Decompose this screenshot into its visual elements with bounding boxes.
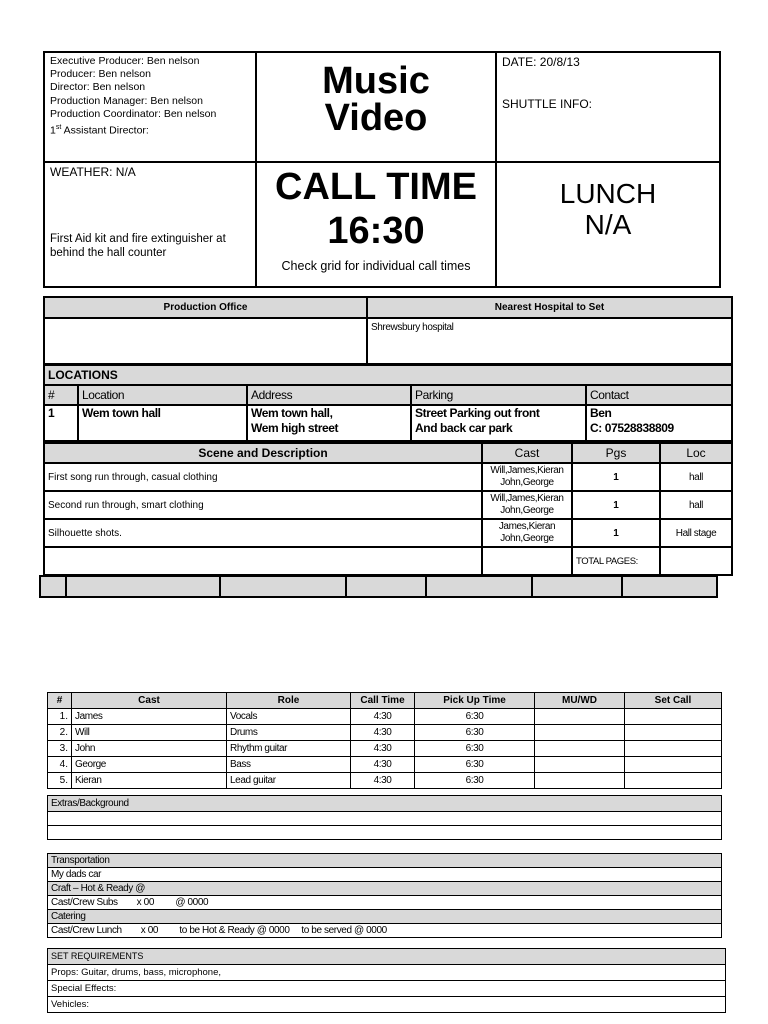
crew-list bbox=[45, 53, 257, 163]
cast-role: Lead guitar bbox=[227, 773, 351, 789]
cast-col-num: # bbox=[48, 693, 72, 709]
scene-cast-line-2: John,George bbox=[500, 477, 554, 488]
total-pages-label: TOTAL PAGES: bbox=[572, 547, 660, 575]
contact-phone: C: 07528838809 bbox=[590, 421, 674, 435]
lunch-label: LUNCH bbox=[559, 178, 657, 209]
scene-description: Second run through, smart clothing bbox=[44, 491, 482, 519]
transportation-value: My dads car bbox=[48, 868, 722, 882]
special-effects-row: Special Effects: bbox=[48, 981, 726, 997]
address-line-1: Wem town hall, bbox=[251, 406, 333, 420]
crew-producer: Producer: Ben nelson bbox=[50, 68, 151, 81]
transportation-label: Transportation bbox=[48, 854, 722, 868]
scene-row bbox=[44, 491, 732, 519]
extras-label: Extras/Background bbox=[48, 796, 722, 812]
date-text: DATE: 20/8/13 bbox=[502, 55, 580, 69]
call-time-label: CALL TIME bbox=[275, 166, 477, 208]
scene-loc: Hall stage bbox=[660, 519, 732, 547]
extras-table bbox=[47, 795, 722, 938]
nearest-hospital-value: Shrewsbury hospital bbox=[367, 318, 732, 364]
cast-name: Will bbox=[72, 725, 227, 741]
crew-executive-producer: Executive Producer: Ben nelson bbox=[50, 55, 200, 67]
cast-mu-wd bbox=[535, 709, 625, 725]
cast-col-cast: Cast bbox=[72, 693, 227, 709]
cast-pickup: 6:30 bbox=[415, 757, 535, 773]
cast-col-call-time: Call Time bbox=[351, 693, 415, 709]
cast-set-call bbox=[625, 709, 722, 725]
production-office-header: Production Office bbox=[44, 297, 367, 318]
scene-description: First song run through, casual clothing bbox=[44, 463, 482, 491]
scene-col-cast: Cast bbox=[482, 443, 572, 463]
cast-set-call bbox=[625, 725, 722, 741]
locations-title: LOCATIONS bbox=[44, 365, 732, 385]
cast-name: George bbox=[72, 757, 227, 773]
cast-row bbox=[48, 757, 722, 773]
cast-name: James bbox=[72, 709, 227, 725]
catering-label: Catering bbox=[48, 910, 722, 924]
parking-line-1: Street Parking out front bbox=[415, 406, 540, 420]
total-pages-value bbox=[660, 547, 732, 575]
cast-role: Drums bbox=[227, 725, 351, 741]
lunch-cell bbox=[497, 163, 719, 286]
locations-table bbox=[43, 364, 733, 442]
address-line-2: Wem high street bbox=[251, 421, 339, 435]
cast-num: 1. bbox=[48, 709, 72, 725]
crew-production-coordinator: Production Coordinator: Ben nelson bbox=[50, 107, 217, 120]
scene-pgs: 1 bbox=[572, 463, 660, 491]
blank-cell bbox=[532, 576, 622, 597]
set-requirements-table bbox=[47, 948, 726, 1013]
call-time-value: 16:30 bbox=[327, 210, 425, 252]
scene-cast bbox=[482, 491, 572, 519]
date-shuttle-cell bbox=[497, 53, 719, 163]
extras-blank-row bbox=[48, 812, 722, 826]
cast-row bbox=[48, 741, 722, 757]
cast-call-time: 4:30 bbox=[351, 741, 415, 757]
scene-col-pgs: Pgs bbox=[572, 443, 660, 463]
contact-name: Ben bbox=[590, 406, 612, 420]
scene-total-empty bbox=[44, 547, 482, 575]
location-col-parking: Parking bbox=[411, 385, 586, 405]
scene-pgs: 1 bbox=[572, 491, 660, 519]
craft-value: Cast/Crew Subs x 00 @ 0000 bbox=[48, 896, 722, 910]
cast-call-time: 4:30 bbox=[351, 709, 415, 725]
cast-row bbox=[48, 773, 722, 789]
cast-mu-wd bbox=[535, 741, 625, 757]
location-name: Wem town hall bbox=[78, 405, 247, 441]
extras-blank-row bbox=[48, 840, 722, 854]
cast-call-time: 4:30 bbox=[351, 725, 415, 741]
scene-cast-line-1: Will,James,Kieran bbox=[490, 493, 564, 504]
blank-cell bbox=[426, 576, 532, 597]
extras-blank-row bbox=[48, 826, 722, 840]
scene-cast-line-2: John,George bbox=[500, 505, 554, 516]
craft-label: Craft – Hot & Ready @ bbox=[48, 882, 722, 896]
cast-call-time: 4:30 bbox=[351, 757, 415, 773]
location-contact bbox=[586, 405, 732, 441]
scene-col-loc: Loc bbox=[660, 443, 732, 463]
cast-num: 3. bbox=[48, 741, 72, 757]
cast-mu-wd bbox=[535, 757, 625, 773]
lunch-value: N/A bbox=[584, 209, 632, 240]
props-row: Props: Guitar, drums, bass, microphone, bbox=[48, 965, 726, 981]
crew-first-ad: 1st Assistant Director: bbox=[50, 124, 149, 137]
weather-text: WEATHER: N/A bbox=[50, 165, 136, 179]
cast-set-call bbox=[625, 741, 722, 757]
cast-role: Rhythm guitar bbox=[227, 741, 351, 757]
title-line-1: Music bbox=[322, 60, 430, 102]
scene-cast-line-1: James,Kieran bbox=[498, 521, 556, 532]
weather-cell bbox=[45, 163, 257, 286]
cast-name: Kieran bbox=[72, 773, 227, 789]
cast-pickup: 6:30 bbox=[415, 725, 535, 741]
location-num: 1 bbox=[44, 405, 78, 441]
cast-pickup: 6:30 bbox=[415, 773, 535, 789]
blank-cell bbox=[346, 576, 426, 597]
scene-cast bbox=[482, 519, 572, 547]
scene-description: Silhouette shots. bbox=[44, 519, 482, 547]
call-sheet-header bbox=[43, 51, 721, 288]
blank-cell bbox=[622, 576, 717, 597]
cast-call-time: 4:30 bbox=[351, 773, 415, 789]
location-parking bbox=[411, 405, 586, 441]
scene-row bbox=[44, 463, 732, 491]
crew-director: Director: Ben nelson bbox=[50, 81, 146, 94]
cast-num: 4. bbox=[48, 757, 72, 773]
scenes-table bbox=[43, 442, 733, 576]
scene-loc: hall bbox=[660, 463, 732, 491]
parking-line-2: And back car park bbox=[415, 421, 513, 435]
cast-pickup: 6:30 bbox=[415, 709, 535, 725]
safety-note: First Aid kit and fire extinguisher at behind the hall counter bbox=[50, 233, 226, 259]
production-office-value bbox=[44, 318, 367, 364]
location-col-location: Location bbox=[78, 385, 247, 405]
cast-num: 2. bbox=[48, 725, 72, 741]
nearest-hospital-header: Nearest Hospital to Set bbox=[367, 297, 732, 318]
cast-name: John bbox=[72, 741, 227, 757]
cast-set-call bbox=[625, 757, 722, 773]
blank-cell bbox=[40, 576, 66, 597]
cast-mu-wd bbox=[535, 773, 625, 789]
scene-loc: hall bbox=[660, 491, 732, 519]
crew-production-manager: Production Manager: Ben nelson bbox=[50, 94, 203, 107]
production-office-table bbox=[43, 296, 733, 365]
scene-total-row bbox=[44, 547, 732, 575]
location-row bbox=[44, 405, 732, 441]
catering-value: Cast/Crew Lunch x 00 to be Hot & Ready @ 0000 to be served @ 0000 bbox=[48, 924, 722, 938]
scene-cast-line-2: John,George bbox=[500, 533, 554, 544]
cast-col-set-call: Set Call bbox=[625, 693, 722, 709]
scene-cast-line-1: Will,James,Kieran bbox=[490, 465, 564, 476]
title-line-2: Video bbox=[324, 97, 428, 139]
call-time-cell bbox=[257, 163, 497, 286]
cast-mu-wd bbox=[535, 725, 625, 741]
scene-cast bbox=[482, 463, 572, 491]
cast-role: Bass bbox=[227, 757, 351, 773]
shuttle-info: SHUTTLE INFO: bbox=[502, 97, 593, 111]
cast-set-call bbox=[625, 773, 722, 789]
location-col-contact: Contact bbox=[586, 385, 732, 405]
cast-col-pickup: Pick Up Time bbox=[415, 693, 535, 709]
cast-pickup: 6:30 bbox=[415, 741, 535, 757]
scene-row bbox=[44, 519, 732, 547]
blank-cell bbox=[66, 576, 220, 597]
cast-role: Vocals bbox=[227, 709, 351, 725]
location-address bbox=[247, 405, 411, 441]
cast-col-mu-wd: MU/WD bbox=[535, 693, 625, 709]
call-time-note: Check grid for individual call times bbox=[281, 259, 471, 273]
cast-col-role: Role bbox=[227, 693, 351, 709]
production-title bbox=[257, 53, 497, 163]
scene-pgs: 1 bbox=[572, 519, 660, 547]
cast-table bbox=[47, 692, 722, 789]
cast-row bbox=[48, 725, 722, 741]
blank-cell bbox=[220, 576, 346, 597]
cast-row bbox=[48, 709, 722, 725]
scene-col-description: Scene and Description bbox=[44, 443, 482, 463]
blank-gray-row bbox=[39, 575, 718, 598]
scene-total-empty-cast bbox=[482, 547, 572, 575]
location-col-num: # bbox=[44, 385, 78, 405]
vehicles-row: Vehicles: bbox=[48, 997, 726, 1013]
location-col-address: Address bbox=[247, 385, 411, 405]
cast-num: 5. bbox=[48, 773, 72, 789]
set-requirements-title: SET REQUIREMENTS bbox=[48, 949, 726, 965]
